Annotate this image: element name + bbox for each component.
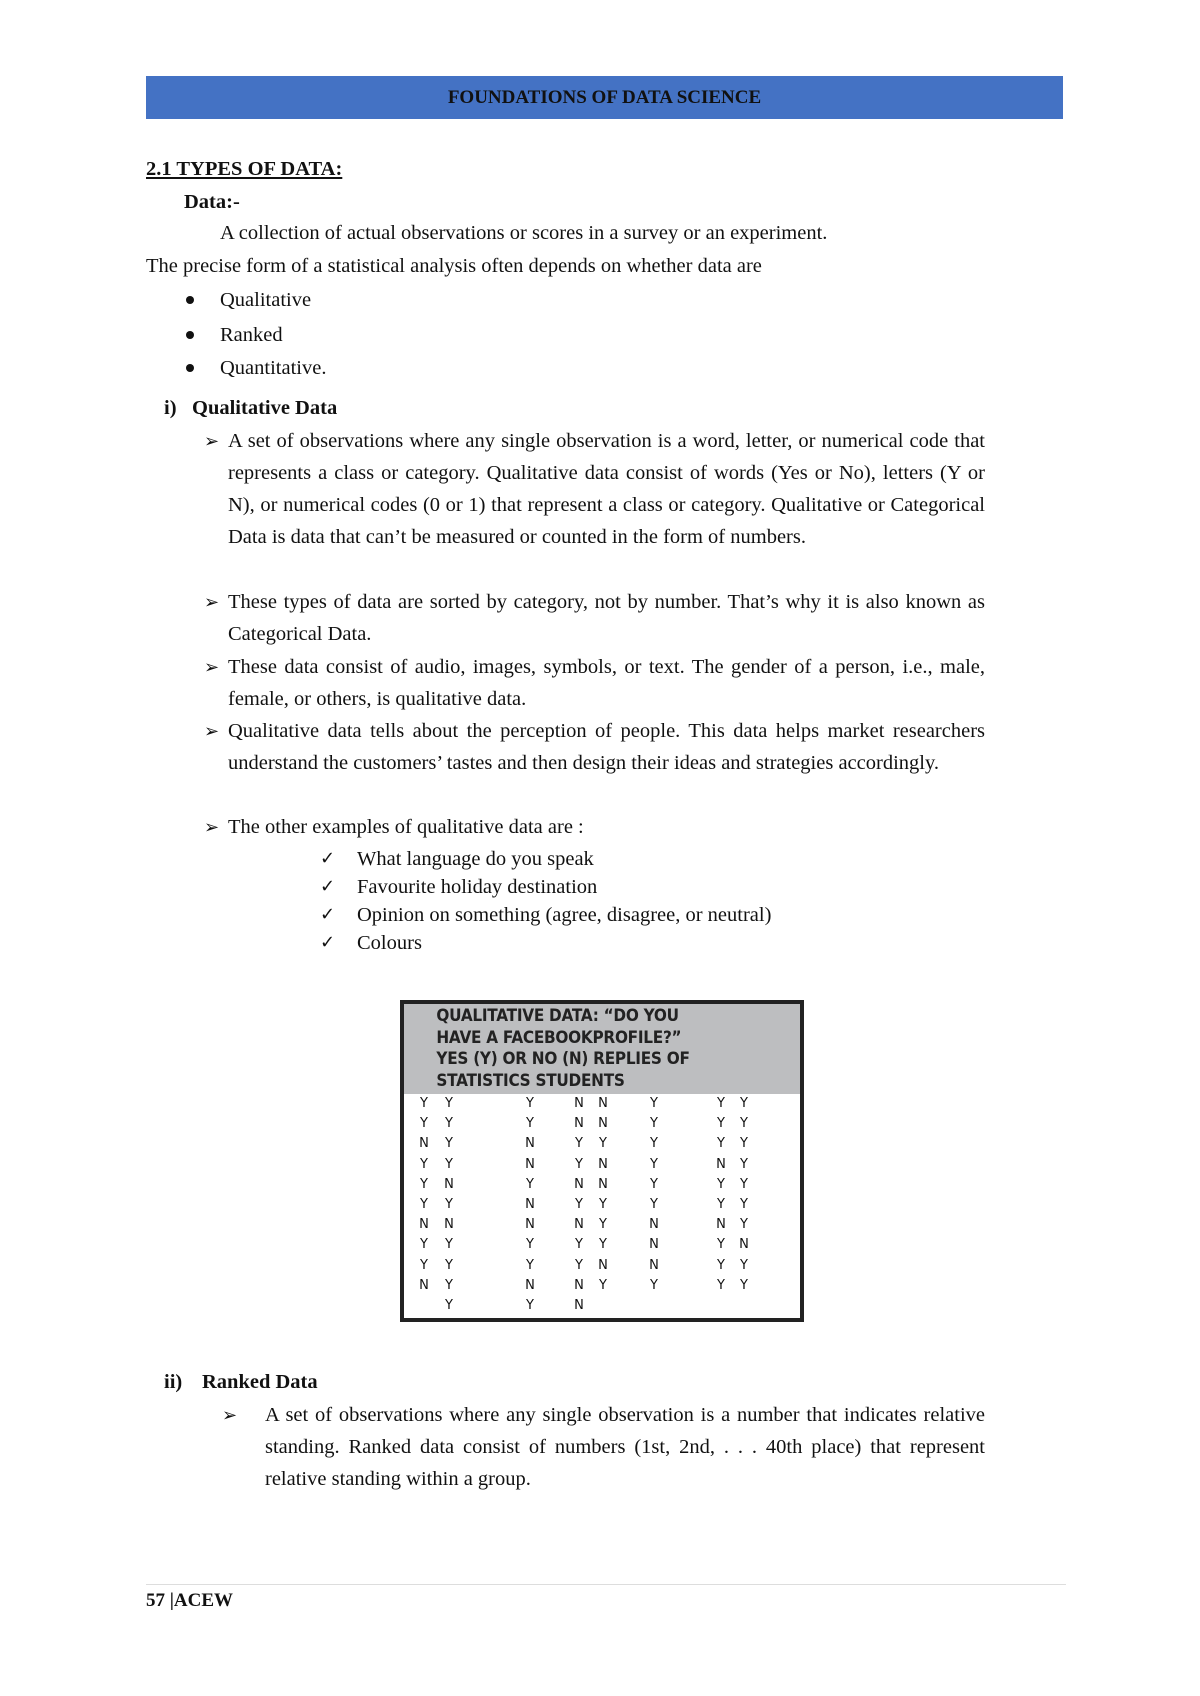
figure-cell: Y (526, 1237, 534, 1253)
figure-cell: N (739, 1237, 749, 1253)
bullet-icon (186, 296, 194, 304)
figure-cell: Y (740, 1116, 748, 1132)
figure-cell: Y (717, 1136, 725, 1152)
figure-cell: Y (599, 1136, 607, 1152)
figure-cell: N (444, 1217, 454, 1233)
arrow-bullet-icon: ➢ (204, 817, 220, 837)
type-item: Ranked (220, 324, 283, 346)
figure-cell: Y (740, 1156, 748, 1172)
figure-cell: Y (717, 1096, 725, 1111)
checkmark-icon: ✓ (320, 848, 336, 869)
figure-cell: Y (717, 1257, 725, 1273)
figure-cell: Y (445, 1277, 453, 1293)
figure-cell: Y (420, 1096, 428, 1111)
ranked-heading-num: ii) (164, 1371, 183, 1393)
figure-cell: N (649, 1257, 659, 1273)
section-heading: 2.1 TYPES OF DATA: (146, 158, 343, 180)
type-item: Qualitative (220, 289, 312, 311)
figure-cell: N (574, 1116, 584, 1132)
qualitative-point: A set of observations where any single observation is a word, letter, or numerical code that represents a class or category. Qualitative data consist of words (Yes or No), letters (Y or N), or numerical codes (0 or 1) that represent a class or category. Qualitative or Categorical Data is data that can’t be measured or counted in the form of numbers. (228, 430, 985, 548)
figure-cell: Y (650, 1176, 658, 1192)
figure-cell: N (598, 1096, 608, 1111)
figure-cell: N (525, 1277, 535, 1293)
type-item: Quantitative. (220, 357, 327, 379)
qualitative-point: These types of data are sorted by category, not by number. That’s why it is also known as Categorical Data. (228, 591, 985, 645)
figure-cell: Y (650, 1156, 658, 1172)
figure-cell: Y (740, 1257, 748, 1273)
figure-cell: Y (740, 1096, 748, 1111)
figure-cell: N (649, 1237, 659, 1253)
qualitative-point: The other examples of qualitative data are : (228, 816, 584, 838)
figure-cell: N (419, 1136, 429, 1152)
example-item: Favourite holiday destination (357, 876, 598, 898)
page-header-bar (146, 76, 1063, 119)
figure-cell: N (598, 1116, 608, 1132)
figure-cell: Y (526, 1116, 534, 1132)
qualitative-point: Qualitative data tells about the perception of people. This data helps market researchers understand the customers’ tastes and then design their ideas and strategies accordingly. (228, 720, 985, 774)
figure-cell: Y (717, 1237, 725, 1253)
figure-title-line: QUALITATIVE DATA: “DO YOU (436, 1006, 679, 1026)
figure-cell: Y (599, 1217, 607, 1233)
qualitative-point: These data consist of audio, images, symbols, or text. The gender of a person, i.e., male, female, or others, is qualitative data. (228, 656, 985, 710)
figure-cell: Y (575, 1197, 583, 1212)
figure-cell: N (574, 1277, 584, 1293)
bullet-icon (186, 364, 194, 372)
figure-cell: Y (445, 1116, 453, 1132)
arrow-bullet-icon: ➢ (204, 657, 220, 677)
data-label: Data:- (184, 191, 240, 213)
figure-cell: Y (420, 1116, 428, 1132)
arrow-bullet-icon: ➢ (204, 592, 220, 612)
figure-cell: Y (445, 1257, 453, 1273)
figure-cell: Y (445, 1136, 453, 1152)
qualitative-heading-num: i) (164, 397, 177, 419)
figure-cell: N (525, 1136, 535, 1152)
figure-cell: Y (599, 1277, 607, 1293)
figure-cell: N (444, 1176, 454, 1192)
figure-cell: N (574, 1096, 584, 1111)
figure-title-line: STATISTICS STUDENTS (436, 1070, 625, 1091)
figure-cell: Y (526, 1176, 534, 1192)
figure-cell: N (419, 1217, 429, 1233)
figure-cell: N (598, 1257, 608, 1273)
figure-cell: Y (575, 1257, 583, 1273)
figure-cell: Y (740, 1197, 748, 1212)
figure-cell: Y (650, 1277, 658, 1293)
example-item: Colours (357, 932, 422, 954)
figure-cell: Y (717, 1197, 725, 1212)
figure-cell: Y (420, 1156, 428, 1172)
ranked-point: A set of observations where any single observation is a number that indicates relative standing. Ranked data consist of numbers (1st, 2nd, . . . 40th place) that represent relative standing within a group. (265, 1404, 985, 1490)
figure-cell: Y (575, 1136, 583, 1152)
figure-cell: Y (717, 1116, 725, 1132)
figure-cell: N (716, 1217, 726, 1233)
figure-cell: Y (575, 1156, 583, 1172)
figure-cell: Y (575, 1237, 583, 1253)
figure-title-line: YES (Y) OR NO (N) REPLIES OF (436, 1049, 690, 1069)
figure-cell: Y (650, 1096, 658, 1111)
figure-cell: Y (420, 1197, 428, 1212)
figure-cell: N (649, 1217, 659, 1233)
figure-cell: Y (599, 1197, 607, 1212)
figure-cell: Y (445, 1237, 453, 1253)
figure-cell: Y (445, 1197, 453, 1212)
figure-title (404, 1004, 800, 1094)
figure-cell: Y (650, 1197, 658, 1212)
figure-cell: N (419, 1277, 429, 1293)
figure-cell: Y (445, 1156, 453, 1172)
example-item: What language do you speak (357, 848, 594, 870)
facebook-profile-figure (400, 1000, 804, 1322)
arrow-bullet-icon: ➢ (204, 431, 220, 451)
figure-cell: Y (445, 1298, 453, 1313)
figure-cell: Y (420, 1237, 428, 1253)
figure-cell: Y (740, 1176, 748, 1192)
figure-cell: Y (740, 1136, 748, 1152)
figure-cell: N (598, 1176, 608, 1192)
checkmark-icon: ✓ (320, 876, 336, 897)
page-footer: 57 |ACEW (146, 1590, 234, 1611)
example-item: Opinion on something (agree, disagree, or neutral) (357, 904, 772, 926)
figure-cell: Y (420, 1176, 428, 1192)
figure-cell: N (574, 1176, 584, 1192)
bullet-icon (186, 331, 194, 339)
figure-cell: Y (599, 1237, 607, 1253)
figure-cell: N (574, 1217, 584, 1233)
figure-cell: Y (526, 1298, 534, 1313)
figure-cell: Y (650, 1116, 658, 1132)
figure-cell: N (716, 1156, 726, 1172)
figure-cell: Y (717, 1176, 725, 1192)
figure-cell: Y (717, 1277, 725, 1293)
arrow-bullet-icon: ➢ (204, 721, 220, 741)
figure-cell: Y (445, 1096, 453, 1111)
ranked-heading: Ranked Data (202, 1371, 318, 1393)
header-title: FOUNDATIONS OF DATA SCIENCE (447, 86, 762, 108)
figure-cell: Y (740, 1217, 748, 1233)
figure-cell: Y (650, 1136, 658, 1152)
footer-divider (146, 1584, 1066, 1585)
checkmark-icon: ✓ (320, 904, 336, 925)
figure-cell: N (525, 1156, 535, 1172)
intro-text: The precise form of a statistical analysis often depends on whether data are (146, 255, 762, 277)
figure-title-line: HAVE A FACEBOOKPROFILE?” (436, 1027, 682, 1048)
arrow-bullet-icon: ➢ (222, 1405, 238, 1425)
figure-cell: Y (526, 1257, 534, 1273)
figure-cell: Y (526, 1096, 534, 1111)
checkmark-icon: ✓ (320, 932, 336, 953)
data-definition: A collection of actual observations or scores in a survey or an experiment. (220, 222, 828, 244)
figure-cell: Y (420, 1257, 428, 1273)
figure-cell: Y (740, 1277, 748, 1293)
figure-cell: N (574, 1298, 584, 1313)
figure-cell: N (525, 1197, 535, 1212)
figure-cell: N (598, 1156, 608, 1172)
figure-cell: N (525, 1217, 535, 1233)
qualitative-heading: Qualitative Data (192, 397, 338, 419)
